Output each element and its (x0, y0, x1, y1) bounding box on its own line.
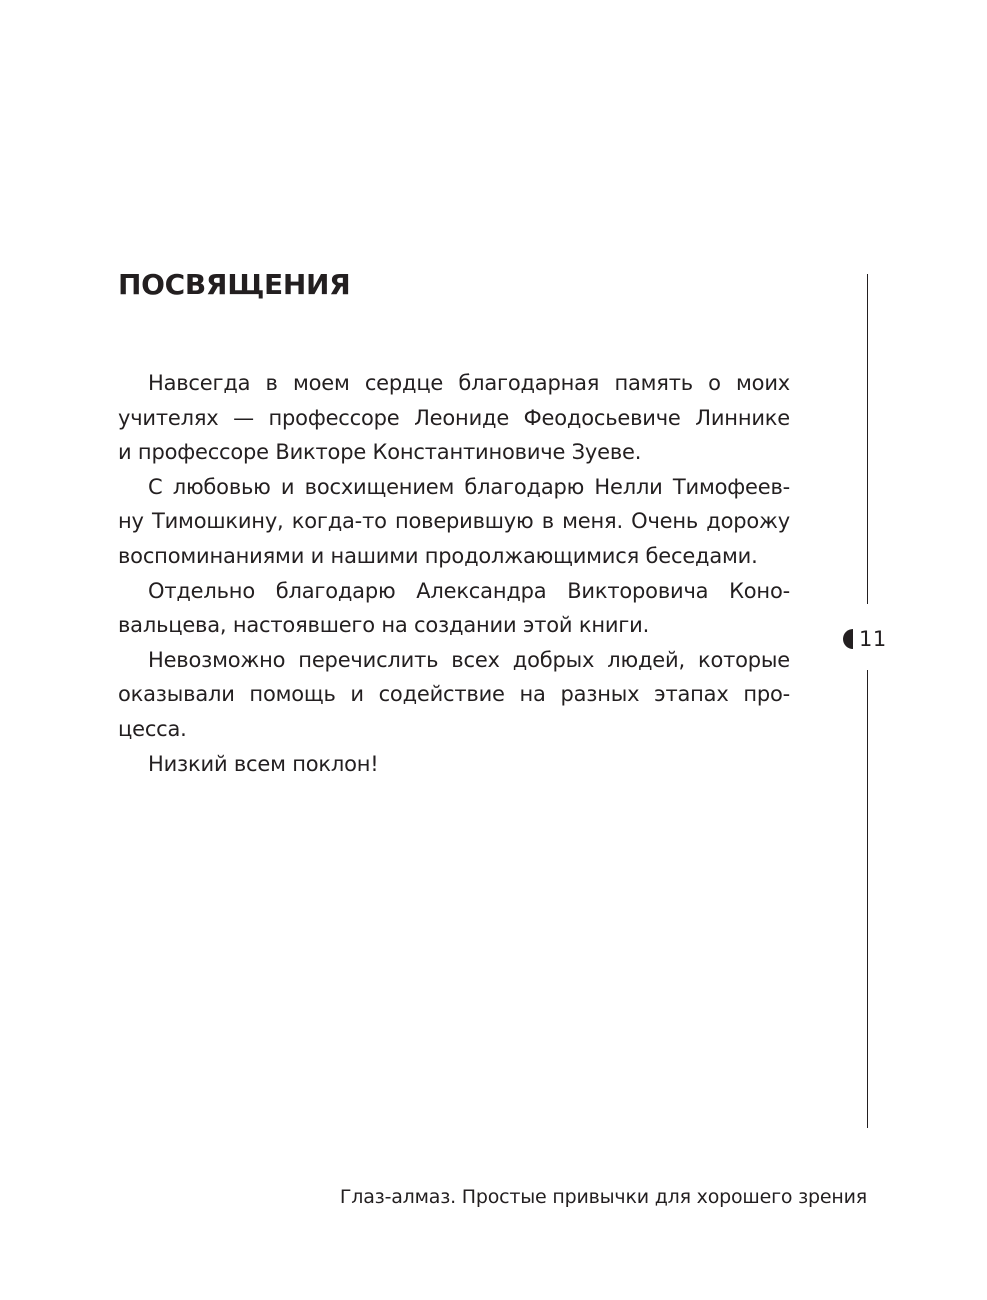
text-line: оказывали помощь и содействие на разных этапах про- (118, 682, 790, 707)
page-number: 11 (859, 627, 887, 651)
text-line: учителях — профессоре Леониде Феодосьевиче Линнике (118, 405, 790, 430)
page-marker (843, 627, 887, 651)
text-line: Отдельно благодарю Александра Викторовича Коно- (148, 578, 790, 603)
paragraph-3 (118, 574, 790, 643)
text-line: вальцева, настоявшего на создании этой книги. (118, 613, 650, 638)
text-line: ну Тимошкину, когда-то поверившую в меня. Очень дорожу (118, 509, 790, 534)
text-line: Низкий всем поклон! (148, 751, 379, 776)
paragraph-2 (118, 470, 790, 574)
margin-rule-top (867, 274, 868, 604)
paragraph-4 (118, 643, 790, 747)
text-line: Невозможно перечислить всех добрых людей, которые (148, 647, 790, 672)
paragraph-5 (118, 747, 790, 782)
text-line: воспоминаниями и нашими продолжающимися беседами. (118, 543, 758, 568)
text-line: цесса. (118, 716, 187, 741)
section-heading: ПОСВЯЩЕНИЯ (118, 268, 351, 301)
text-line: и профессоре Викторе Константиновиче Зуеве. (118, 440, 642, 465)
running-footer: Глаз-алмаз. Простые привычки для хорошего зрения (339, 1186, 867, 1208)
margin-rule-bottom (867, 670, 868, 1128)
dedication-body (118, 366, 790, 781)
text-line: Навсегда в моем сердце благодарная память о моих (148, 371, 790, 395)
half-circle-icon (843, 629, 853, 649)
paragraph-1 (118, 366, 790, 470)
text-line: С любовью и восхищением благодарю Нелли Тимофеев- (148, 474, 790, 499)
